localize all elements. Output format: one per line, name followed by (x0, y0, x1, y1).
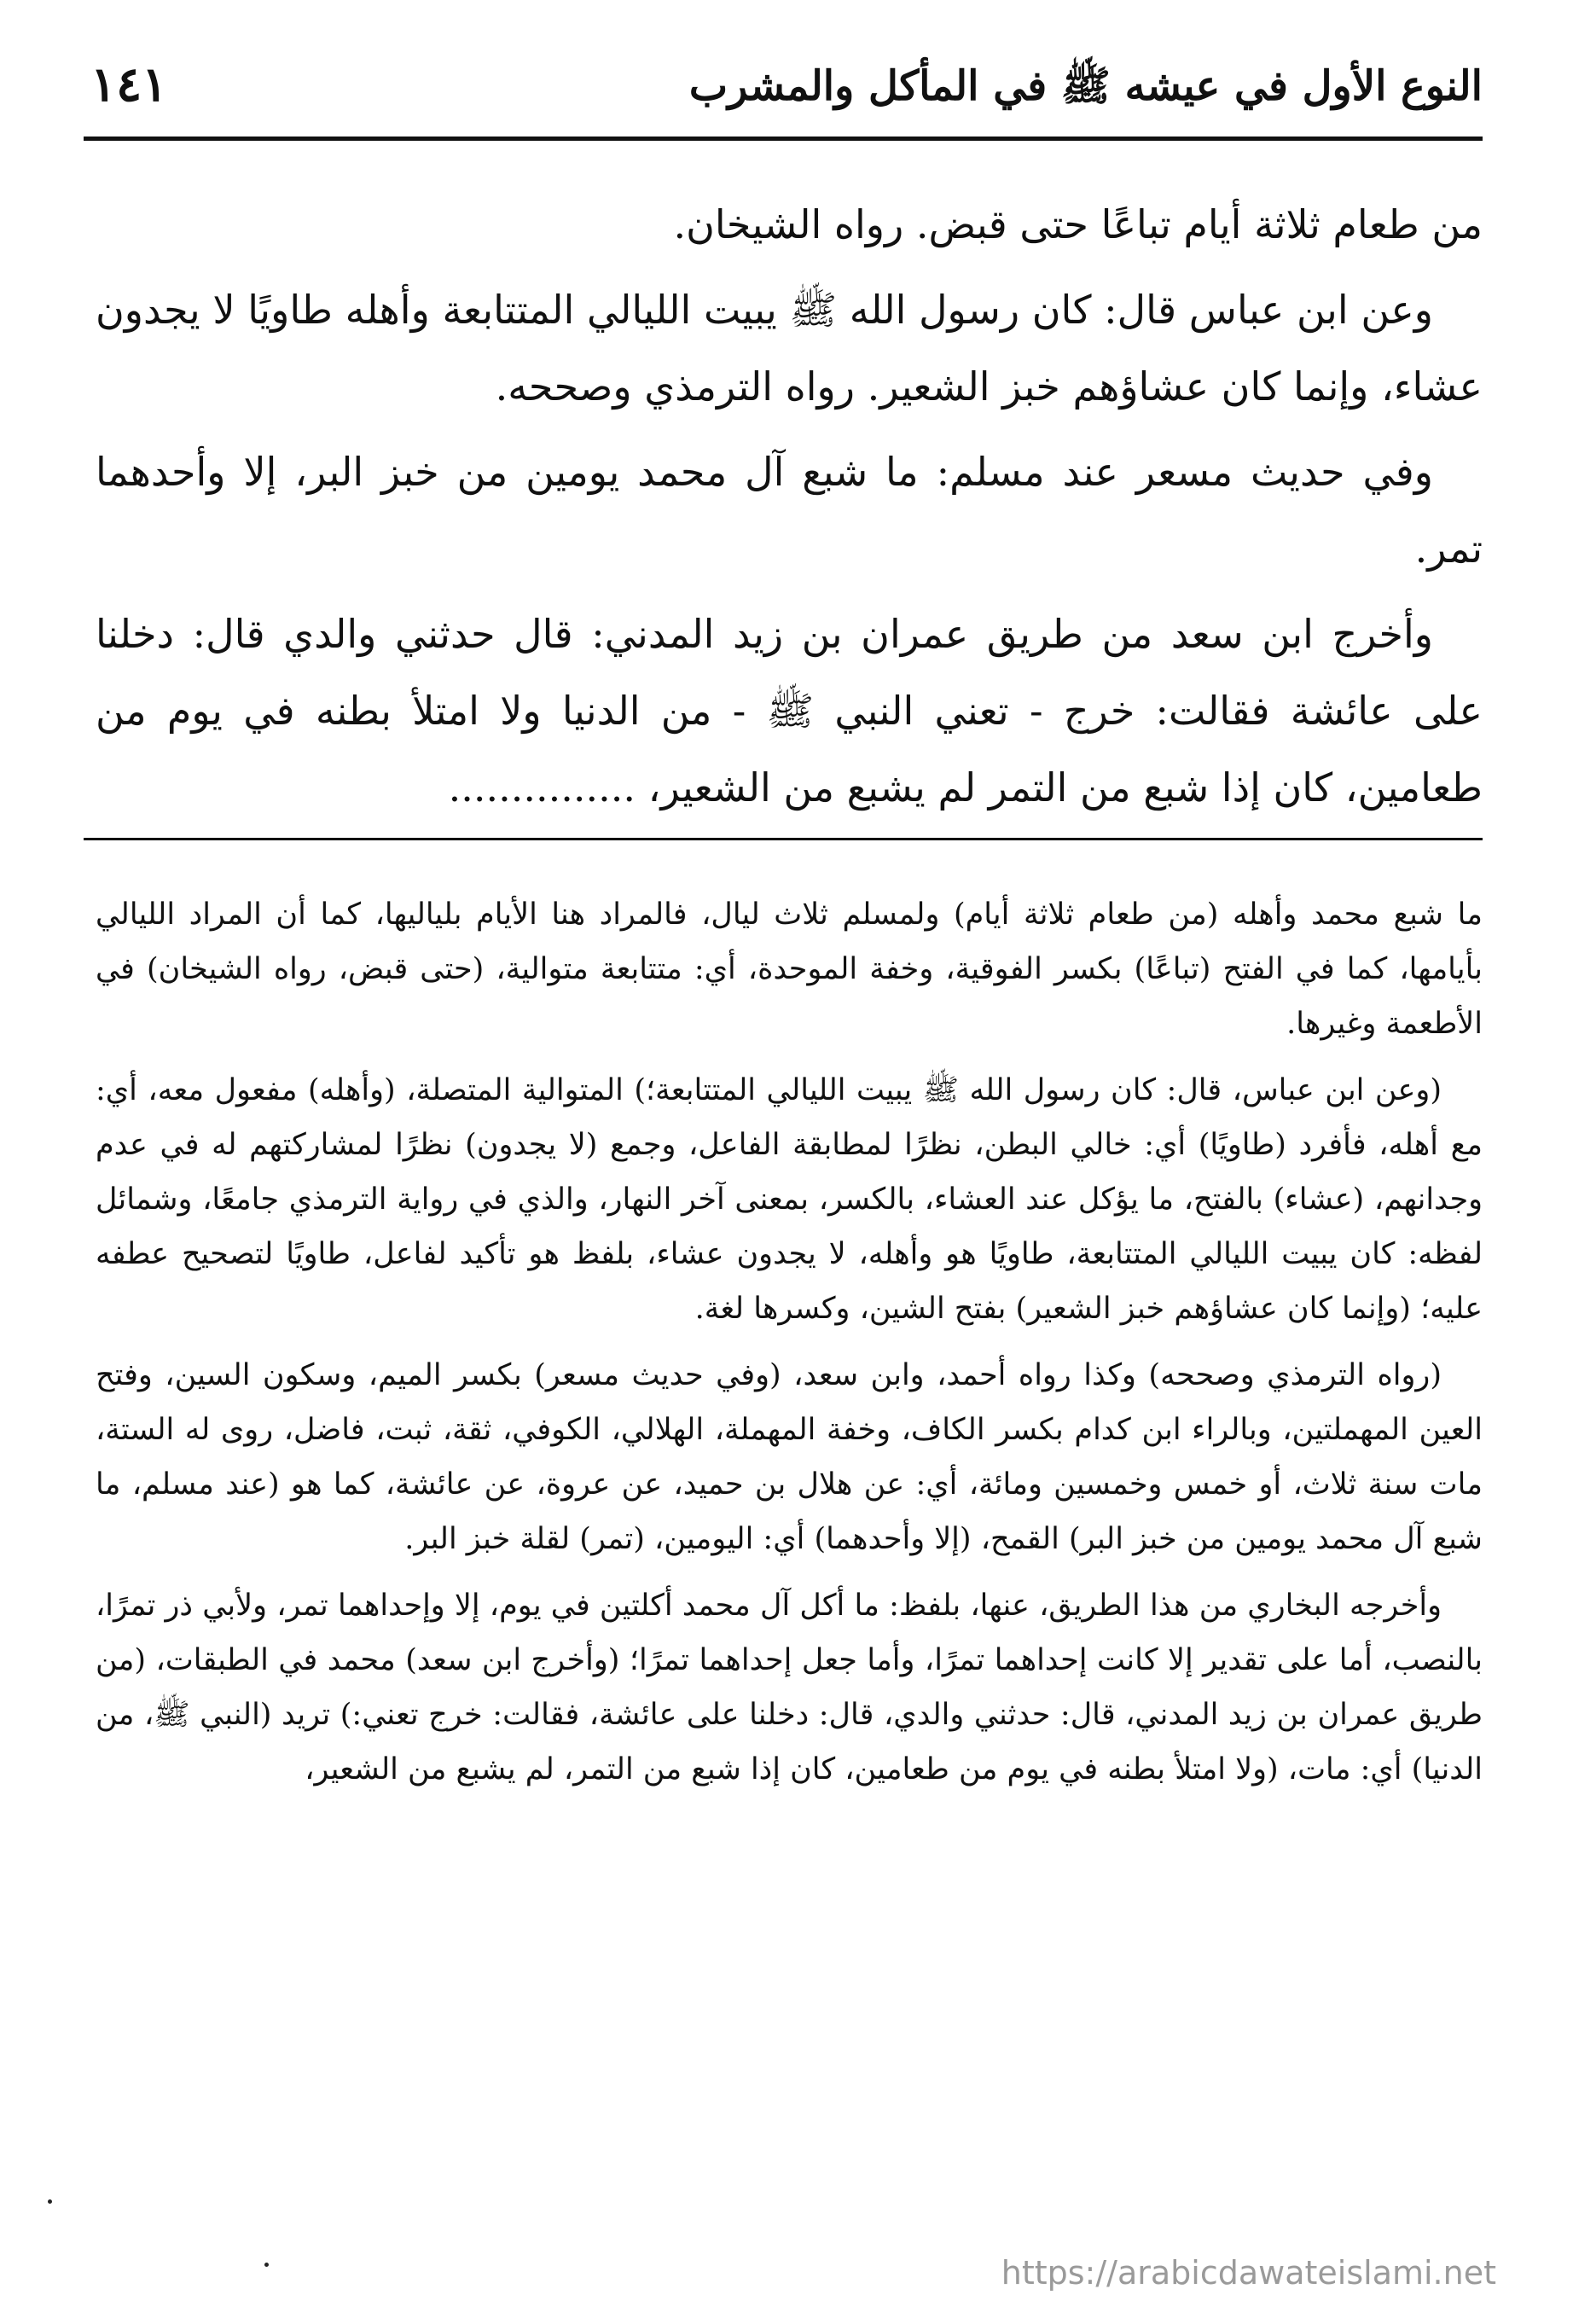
header-rule (84, 137, 1483, 141)
main-paragraph: وعن ابن عباس قال: كان رسول الله ﷺ يبيت الليالي المتتابعة وأهله طاويًا لا يجدون عشاء، وإنما كان عشاؤهم خبز الشعير. رواه الترمذي وصححه. (96, 287, 1483, 410)
commentary-text (96, 887, 1483, 1809)
page-number: ١٤١ (90, 56, 168, 113)
commentary-paragraph: (وعن ابن عباس، قال: كان رسول الله ﷺ يبيت الليالي المتتابعة؛) المتوالية المتصلة، (وأهله) مفعول معه، أي: مع أهله، فأفرد (طاويًا) أي: خالي البطن، نظرًا لمطابقة الفاعل، وجمع (لا يجدون) نظرًا لمشاركتهم له في عدم وجدانهم، (عشاء) بالفتح، ما يؤكل عند العشاء، بالكسر، بمعنى آخر النهار، والذي في رواية الترمذي جامعًا، وشمائل لفظه: كان يبيت الليالي المتتابعة، طاويًا هو وأهله، لا يجدون عشاء، بلفظ هو تأكيد لفاعل، طاويًا لتصحيح عطفه عليه؛ (وإنما كان عشاؤهم خبز الشعير) بفتح الشين، وكسرها لغة. (96, 1073, 1483, 1326)
scan-speck (264, 2263, 269, 2267)
main-paragraph: من طعام ثلاثة أيام تباعًا حتى قبض. رواه الشيخان. (673, 201, 1483, 247)
page-header (84, 56, 1483, 130)
running-title: النوع الأول في عيشه ﷺ في المأكل والمشرب (688, 62, 1483, 110)
main-text (96, 186, 1483, 834)
commentary-paragraph: ما شبع محمد وأهله (من طعام ثلاثة أيام) ولمسلم ثلاث ليال، فالمراد هنا الأيام بلياليها، كما أن المراد الليالي بأيامها، كما في الفتح (تباعًا) بكسر الفوقية، وخفة الموحدة، أي: متتابعة متوالية، (حتى قبض، رواه الشيخان) في الأطعمة وغيرها. (96, 898, 1483, 1041)
scan-speck (48, 2199, 52, 2204)
main-paragraph: وفي حديث مسعر عند مسلم: ما شبع آل محمد يومين من خبز البر، إلا وأحدهما تمر. (96, 449, 1483, 572)
main-paragraph: وأخرج ابن سعد من طريق عمران بن زيد المدني: قال حدثني والدي قال: دخلنا على عائشة فقالت: خرج - تعني النبي ﷺ - من الدنيا ولا امتلأ بطنه في يوم من طعامين، كان إذا شبع من التمر لم يشبع من الشعير، ............... (96, 611, 1483, 810)
watermark-url: https://arabicdawateislami.net (1001, 2254, 1496, 2292)
section-divider (84, 838, 1483, 840)
commentary-paragraph: وأخرجه البخاري من هذا الطريق، عنها، بلفظ: ما أكل آل محمد أكلتين في يوم، إلا وإحداهما تمر، ولأبي ذر تمرًا، بالنصب، أما على تقدير إلا كانت إحداهما تمرًا، وأما جعل إحداهما تمرًا؛ (وأخرج ابن سعد) محمد في الطبقات، (من طريق عمران بن زيد المدني، قال: حدثني والدي، قال: دخلنا على عائشة، فقالت: خرج تعني:) تريد (النبي ﷺ، من الدنيا) أي: مات، (ولا امتلأ بطنه في يوم من طعامين، كان إذا شبع من التمر، لم يشبع من الشعير، (96, 1589, 1483, 1787)
commentary-paragraph: (رواه الترمذي وصححه) وكذا رواه أحمد، وابن سعد، (وفي حديث مسعر) بكسر الميم، وسكون السين، وفتح العين المهملتين، وبالراء ابن كدام بكسر الكاف، وخفة المهملة، الهلالي، الكوفي، ثقة، ثبت، فاضل، روى له الستة، مات سنة ثلاث، أو خمس وخمسين ومائة، أي: عن هلال بن حميد، عن عروة، عن عائشة، كما هو (عند مسلم، ما شبع آل محمد يومين من خبز البر) القمح، (إلا وأحدهما) أي: اليومين، (تمر) لقلة خبز البر. (96, 1358, 1483, 1556)
